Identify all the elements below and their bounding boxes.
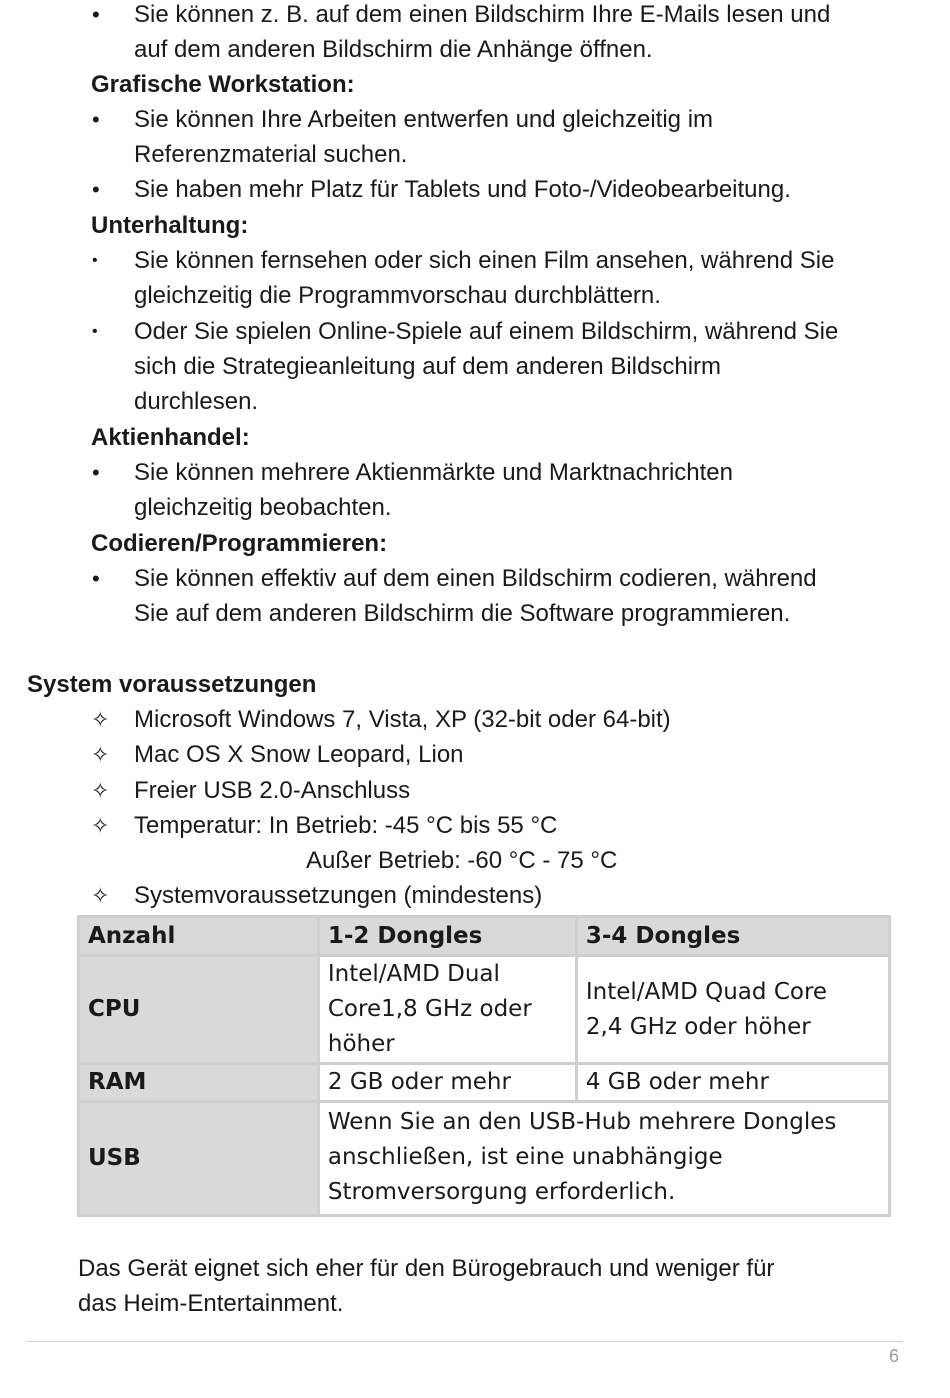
cpu-col3-line-2: 2,4 GHz oder höher xyxy=(585,1013,811,1040)
system-item-min: Systemvoraussetzungen (mindestens) xyxy=(134,882,543,909)
star-icon: ✧ xyxy=(91,883,110,908)
usb-line-3: Stromversorgung erforderlich. xyxy=(327,1179,676,1205)
table-row-ram xyxy=(79,1064,890,1102)
bullet-icon: • xyxy=(92,2,100,27)
table-header-row xyxy=(79,917,890,956)
cpu-3-4-dongles xyxy=(576,956,889,1064)
unterhaltung-bullet-1-line-1: Sie können fernsehen oder sich einen Film ansehen, während Sie xyxy=(134,247,835,274)
bullet-icon: • xyxy=(92,566,100,591)
unterhaltung-bullet-2-line-2: sich die Strategieanleitung auf dem anderen Bildschirm xyxy=(134,353,722,380)
cpu-col3-line-1: Intel/AMD Quad Core xyxy=(585,978,828,1005)
codieren-bullet-1-line-1: Sie können effektiv auf dem einen Bildschirm codieren, während xyxy=(134,565,817,592)
cpu-1-2-dongles xyxy=(318,956,576,1064)
aktien-heading: Aktienhandel: xyxy=(91,424,250,451)
table-row-cpu xyxy=(79,956,890,1064)
email-bullet-line-2: auf dem anderen Bildschirm die Anhänge öffnen. xyxy=(134,36,653,63)
header-3-4-dongles: 3-4 Dongles xyxy=(576,917,889,956)
header-anzahl: Anzahl xyxy=(79,917,319,956)
unterhaltung-heading: Unterhaltung: xyxy=(91,212,249,239)
star-icon: ✧ xyxy=(91,778,110,803)
usb-label: USB xyxy=(79,1102,319,1216)
bullet-icon: • xyxy=(92,177,100,202)
codieren-bullet-1-line-2: Sie auf dem anderen Bildschirm die Software programmieren. xyxy=(134,600,791,627)
bullet-icon: • xyxy=(92,252,98,269)
cpu-col2-line-3: höher xyxy=(327,1031,395,1057)
unterhaltung-bullet-2-line-3: durchlesen. xyxy=(134,388,259,415)
system-item-3: Freier USB 2.0-Anschluss xyxy=(134,777,411,804)
aktien-bullet-1-line-2: gleichzeitig beobachten. xyxy=(134,494,392,521)
system-heading: System voraussetzungen xyxy=(27,671,317,698)
grafik-bullet-1-line-1: Sie können Ihre Arbeiten entwerfen und gleichzeitig im xyxy=(134,106,714,133)
page-number: 6 xyxy=(888,1346,899,1366)
ram-label: RAM xyxy=(79,1064,319,1102)
header-1-2-dongles: 1-2 Dongles xyxy=(318,917,576,956)
grafik-bullet-2-line-1: Sie haben mehr Platz für Tablets und Foto-/Videobearbeitung. xyxy=(134,176,791,203)
requirements-table xyxy=(77,915,891,1217)
codieren-heading: Codieren/Programmieren: xyxy=(91,530,388,557)
footer-note-line-2: das Heim-Entertainment. xyxy=(78,1290,344,1317)
usb-line-2: anschließen, ist eine unabhängige xyxy=(327,1144,723,1170)
bullet-icon: • xyxy=(92,323,98,340)
bullet-icon: • xyxy=(92,107,100,132)
star-icon: ✧ xyxy=(91,813,110,838)
star-icon: ✧ xyxy=(91,707,110,732)
ram-1-2-dongles: 2 GB oder mehr xyxy=(318,1064,576,1102)
cpu-col2-line-1: Intel/AMD Dual xyxy=(327,961,500,987)
table-row-usb xyxy=(79,1102,890,1216)
usb-line-1: Wenn Sie an den USB-Hub mehrere Dongles xyxy=(327,1109,837,1135)
unterhaltung-bullet-1-line-2: gleichzeitig die Programmvorschau durchblättern. xyxy=(134,282,661,309)
unterhaltung-bullet-2-line-1: Oder Sie spielen Online-Spiele auf einem Bildschirm, während Sie xyxy=(134,318,839,345)
grafik-bullet-1-line-2: Referenzmaterial suchen. xyxy=(134,141,408,168)
ram-3-4-dongles: 4 GB oder mehr xyxy=(576,1064,889,1102)
bullet-icon: • xyxy=(92,460,100,485)
usb-description xyxy=(318,1102,889,1216)
star-icon: ✧ xyxy=(91,742,110,767)
aktien-bullet-1-line-1: Sie können mehrere Aktienmärkte und Marktnachrichten xyxy=(134,459,733,486)
grafik-heading: Grafische Workstation: xyxy=(91,71,355,98)
system-item-1: Microsoft Windows 7, Vista, XP (32-bit oder 64-bit) xyxy=(134,706,671,733)
cpu-label: CPU xyxy=(79,956,319,1064)
email-bullet-line-1: Sie können z. B. auf dem einen Bildschirm Ihre E-Mails lesen und xyxy=(134,1,831,28)
cpu-col2-line-2: Core1,8 GHz oder xyxy=(327,996,532,1022)
footer-note-line-1: Das Gerät eignet sich eher für den Bürogebrauch und weniger für xyxy=(78,1255,775,1282)
system-item-2: Mac OS X Snow Leopard, Lion xyxy=(134,741,464,768)
temperature-off: Außer Betrieb: -60 °C - 75 °C xyxy=(306,847,618,874)
system-item-4: Temperatur: In Betrieb: -45 °C bis 55 °C xyxy=(134,812,558,839)
footer-divider xyxy=(26,1341,903,1342)
